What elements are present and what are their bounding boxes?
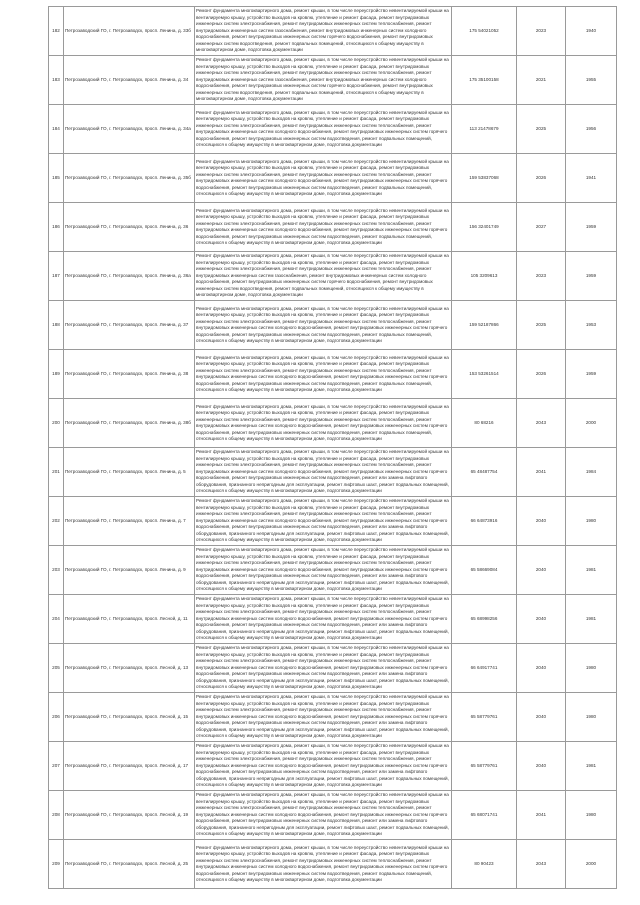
build-year-cell: 1984 bbox=[566, 448, 617, 497]
row-number-cell: 184 bbox=[49, 105, 64, 154]
works-description-cell: Ремонт фундамента многоквартирного дома, ремонт крыши, в том числе переустройство невентилируемой крыши на вентилируемую крышу, устройство выходов на кровлю, утепление и ремонт фасада, ремонт внутридомовых инженерных систем электроснабжения, ремонт внутридомовых инженерных систем теплоснабжения, ремонт внутридомовых инженерных систем холодного водоснабжения, ремонт внутридомовых инженерных систем горячего водоснабжения, ремонт внутридомовых инженерных систем водоотведения, ремонт подвальных помещений, относящихся к общему имуществу в многоквартирном доме, подготовка документации bbox=[195, 301, 452, 350]
build-year-cell: 1959 bbox=[566, 350, 617, 399]
cost-cell: 66 64917741 bbox=[452, 644, 517, 693]
row-number-cell: 182 bbox=[49, 7, 64, 56]
planned-year-cell: 2041 bbox=[517, 791, 566, 840]
works-description-cell: Ремонт фундамента многоквартирного дома, ремонт крыши, в том числе переустройство невентилируемой крыши на вентилируемую крышу, устройство выходов на кровлю, утепление и ремонт фасада, ремонт внутридомовых инженерных систем электроснабжения, ремонт внутридомовых инженерных систем теплоснабжения, ремонт внутридомовых инженерных систем холодного водоснабжения, ремонт внутридомовых инженерных систем горячего водоснабжения, ремонт внутридомовых инженерных систем водоотведения, ремонт или замена лифтового оборудования, признанного непригодным для эксплуатации, ремонт лифтовых шахт, ремонт подвальных помещений, относящихся к общему имуществу в многоквартирном доме, подготовка документации bbox=[195, 497, 452, 546]
address-cell: Петрозаводский ГО, г. Петрозаводск, просп. Ленина, д. 9 bbox=[64, 546, 195, 595]
table-row bbox=[49, 56, 617, 105]
repair-program-table bbox=[48, 6, 617, 889]
planned-year-cell: 2043 bbox=[517, 399, 566, 448]
cost-cell: 65 68071741 bbox=[452, 791, 517, 840]
planned-year-cell: 2040 bbox=[517, 595, 566, 644]
works-description-cell: Ремонт фундамента многоквартирного дома, ремонт крыши, в том числе переустройство невентилируемой крыши на вентилируемую крышу, устройство выходов на кровлю, утепление и ремонт фасада, ремонт внутридомовых инженерных систем электроснабжения, ремонт внутридомовых инженерных систем теплоснабжения, ремонт внутридомовых инженерных систем газоснабжения, ремонт внутридомовых инженерных систем холодного водоснабжения, ремонт внутридомовых инженерных систем горячего водоснабжения, ремонт внутридомовых инженерных систем водоотведения, ремонт подвальных помещений, относящихся к общему имуществу в многоквартирном доме, подготовка документации bbox=[195, 7, 452, 56]
row-number-cell: 186 bbox=[49, 203, 64, 252]
cost-cell: 156 32401749 bbox=[452, 203, 517, 252]
row-number-cell: 204 bbox=[49, 595, 64, 644]
address-cell: Петрозаводский ГО, г. Петрозаводск, просп. Лесной, д. 19 bbox=[64, 791, 195, 840]
table-row bbox=[49, 203, 617, 252]
planned-year-cell: 2026 bbox=[517, 350, 566, 399]
cost-cell: 175 54021052 bbox=[452, 7, 517, 56]
table-row bbox=[49, 840, 617, 889]
cost-cell: 159 53837068 bbox=[452, 154, 517, 203]
row-number-cell: 206 bbox=[49, 693, 64, 742]
address-cell: Петрозаводский ГО, г. Петрозаводск, просп. Ленина, д. 7 bbox=[64, 497, 195, 546]
planned-year-cell: 2027 bbox=[517, 203, 566, 252]
row-number-cell: 187 bbox=[49, 252, 64, 301]
build-year-cell: 1956 bbox=[566, 105, 617, 154]
table-row bbox=[49, 301, 617, 350]
planned-year-cell: 2040 bbox=[517, 546, 566, 595]
address-cell: Петрозаводский ГО, г. Петрозаводск, просп. Лесной, д. 15 bbox=[64, 693, 195, 742]
planned-year-cell: 2023 bbox=[517, 7, 566, 56]
cost-cell: 66 64873916 bbox=[452, 497, 517, 546]
planned-year-cell: 2043 bbox=[517, 840, 566, 889]
table-row bbox=[49, 105, 617, 154]
table-body bbox=[49, 7, 617, 889]
table-row bbox=[49, 546, 617, 595]
works-description-cell: Ремонт фундамента многоквартирного дома, ремонт крыши, в том числе переустройство невентилируемой крыши на вентилируемую крышу, устройство выходов на кровлю, утепление и ремонт фасада, ремонт внутридомовых инженерных систем электроснабжения, ремонт внутридомовых инженерных систем теплоснабжения, ремонт внутридомовых инженерных систем холодного водоснабжения, ремонт внутридомовых инженерных систем горячего водоснабжения, ремонт внутридомовых инженерных систем водоотведения, ремонт подвальных помещений, относящихся к общему имуществу в многоквартирном доме, подготовка документации bbox=[195, 840, 452, 889]
address-cell: Петрозаводский ГО, г. Петрозаводск, просп. Ленина, д. 33б bbox=[64, 7, 195, 56]
cost-cell: 113 21478679 bbox=[452, 105, 517, 154]
cost-cell: 65 48487754 bbox=[452, 448, 517, 497]
row-number-cell: 188 bbox=[49, 301, 64, 350]
row-number-cell: 189 bbox=[49, 350, 64, 399]
works-description-cell: Ремонт фундамента многоквартирного дома, ремонт крыши, в том числе переустройство невентилируемой крыши на вентилируемую крышу, устройство выходов на кровлю, утепление и ремонт фасада, ремонт внутридомовых инженерных систем электроснабжения, ремонт внутридомовых инженерных систем теплоснабжения, ремонт внутридомовых инженерных систем холодного водоснабжения, ремонт внутридомовых инженерных систем горячего водоснабжения, ремонт внутридомовых инженерных систем водоотведения, ремонт подвальных помещений, относящихся к общему имуществу в многоквартирном доме, подготовка документации bbox=[195, 350, 452, 399]
address-cell: Петрозаводский ГО, г. Петрозаводск, просп. Ленина, д. 37 bbox=[64, 301, 195, 350]
address-cell: Петрозаводский ГО, г. Петрозаводск, просп. Ленина, д. 5 bbox=[64, 448, 195, 497]
cost-cell: 105 3209613 bbox=[452, 252, 517, 301]
cost-cell: 65 68998256 bbox=[452, 595, 517, 644]
build-year-cell: 2000 bbox=[566, 840, 617, 889]
cost-cell: 65 58779761 bbox=[452, 742, 517, 791]
cost-cell: 159 52187866 bbox=[452, 301, 517, 350]
planned-year-cell: 2021 bbox=[517, 56, 566, 105]
planned-year-cell: 2041 bbox=[517, 448, 566, 497]
table-row bbox=[49, 7, 617, 56]
address-cell: Петрозаводский ГО, г. Петрозаводск, просп. Ленина, д. 34 bbox=[64, 56, 195, 105]
address-cell: Петрозаводский ГО, г. Петрозаводск, просп. Ленина, д. 34а bbox=[64, 105, 195, 154]
works-description-cell: Ремонт фундамента многоквартирного дома, ремонт крыши, в том числе переустройство невентилируемой крыши на вентилируемую крышу, устройство выходов на кровлю, утепление и ремонт фасада, ремонт внутридомовых инженерных систем электроснабжения, ремонт внутридомовых инженерных систем теплоснабжения, ремонт внутридомовых инженерных систем холодного водоснабжения, ремонт внутридомовых инженерных систем горячего водоснабжения, ремонт внутридомовых инженерных систем водоотведения, ремонт подвальных помещений, относящихся к общему имуществу в многоквартирном доме, подготовка документации bbox=[195, 154, 452, 203]
build-year-cell: 1980 bbox=[566, 497, 617, 546]
planned-year-cell: 2040 bbox=[517, 497, 566, 546]
cost-cell: 65 58779761 bbox=[452, 693, 517, 742]
row-number-cell: 209 bbox=[49, 840, 64, 889]
table-row bbox=[49, 350, 617, 399]
cost-cell: 153 53261514 bbox=[452, 350, 517, 399]
address-cell: Петрозаводский ГО, г. Петрозаводск, просп. Ленина, д. 38 bbox=[64, 350, 195, 399]
works-description-cell: Ремонт фундамента многоквартирного дома, ремонт крыши, в том числе переустройство невентилируемой крыши на вентилируемую крышу, устройство выходов на кровлю, утепление и ремонт фасада, ремонт внутридомовых инженерных систем электроснабжения, ремонт внутридомовых инженерных систем теплоснабжения, ремонт внутридомовых инженерных систем холодного водоснабжения, ремонт внутридомовых инженерных систем горячего водоснабжения, ремонт внутридомовых инженерных систем водоотведения, ремонт или замена лифтового оборудования, признанного непригодным для эксплуатации, ремонт лифтовых шахт, ремонт подвальных помещений, относящихся к общему имуществу в многоквартирном доме, подготовка документации bbox=[195, 742, 452, 791]
build-year-cell: 1980 bbox=[566, 644, 617, 693]
build-year-cell: 1981 bbox=[566, 546, 617, 595]
table-row bbox=[49, 252, 617, 301]
planned-year-cell: 2040 bbox=[517, 742, 566, 791]
build-year-cell: 1953 bbox=[566, 301, 617, 350]
build-year-cell: 1980 bbox=[566, 693, 617, 742]
table-row bbox=[49, 497, 617, 546]
planned-year-cell: 2025 bbox=[517, 301, 566, 350]
works-description-cell: Ремонт фундамента многоквартирного дома, ремонт крыши, в том числе переустройство невентилируемой крыши на вентилируемую крышу, устройство выходов на кровлю, утепление и ремонт фасада, ремонт внутридомовых инженерных систем электроснабжения, ремонт внутридомовых инженерных систем теплоснабжения, ремонт внутридомовых инженерных систем газоснабжения, ремонт внутридомовых инженерных систем холодного водоснабжения, ремонт внутридомовых инженерных систем горячего водоснабжения, ремонт внутридомовых инженерных систем водоотведения, ремонт подвальных помещений, относящихся к общему имуществу в многоквартирном доме, подготовка документации bbox=[195, 252, 452, 301]
build-year-cell: 1981 bbox=[566, 595, 617, 644]
row-number-cell: 201 bbox=[49, 448, 64, 497]
address-cell: Петрозаводский ГО, г. Петрозаводск, просп. Лесной, д. 25 bbox=[64, 840, 195, 889]
table-row bbox=[49, 595, 617, 644]
build-year-cell: 1941 bbox=[566, 154, 617, 203]
works-description-cell: Ремонт фундамента многоквартирного дома, ремонт крыши, в том числе переустройство невентилируемой крыши на вентилируемую крышу, устройство выходов на кровлю, утепление и ремонт фасада, ремонт внутридомовых инженерных систем электроснабжения, ремонт внутридомовых инженерных систем теплоснабжения, ремонт внутридомовых инженерных систем холодного водоснабжения, ремонт внутридомовых инженерных систем горячего водоснабжения, ремонт внутридомовых инженерных систем водоотведения, ремонт или замена лифтового оборудования, признанного непригодным для эксплуатации, ремонт лифтовых шахт, ремонт подвальных помещений, относящихся к общему имуществу в многоквартирном доме, подготовка документации bbox=[195, 595, 452, 644]
works-description-cell: Ремонт фундамента многоквартирного дома, ремонт крыши, в том числе переустройство невентилируемой крыши на вентилируемую крышу, устройство выходов на кровлю, утепление и ремонт фасада, ремонт внутридомовых инженерных систем электроснабжения, ремонт внутридомовых инженерных систем теплоснабжения, ремонт внутридомовых инженерных систем холодного водоснабжения, ремонт внутридомовых инженерных систем горячего водоснабжения, ремонт внутридомовых инженерных систем водоотведения, ремонт подвальных помещений, относящихся к общему имуществу в многоквартирном доме, подготовка документации bbox=[195, 203, 452, 252]
build-year-cell: 1959 bbox=[566, 203, 617, 252]
cost-cell: 80 90423 bbox=[452, 840, 517, 889]
planned-year-cell: 2023 bbox=[517, 252, 566, 301]
row-number-cell: 207 bbox=[49, 742, 64, 791]
planned-year-cell: 2040 bbox=[517, 693, 566, 742]
works-description-cell: Ремонт фундамента многоквартирного дома, ремонт крыши, в том числе переустройство невентилируемой крыши на вентилируемую крышу, устройство выходов на кровлю, утепление и ремонт фасада, ремонт внутридомовых инженерных систем электроснабжения, ремонт внутридомовых инженерных систем теплоснабжения, ремонт внутридомовых инженерных систем холодного водоснабжения, ремонт внутридомовых инженерных систем горячего водоснабжения, ремонт внутридомовых инженерных систем водоотведения, ремонт или замена лифтового оборудования, признанного непригодным для эксплуатации, ремонт лифтовых шахт, ремонт подвальных помещений, относящихся к общему имуществу в многоквартирном доме, подготовка документации bbox=[195, 644, 452, 693]
works-description-cell: Ремонт фундамента многоквартирного дома, ремонт крыши, в том числе переустройство невентилируемой крыши на вентилируемую крышу, устройство выходов на кровлю, утепление и ремонт фасада, ремонт внутридомовых инженерных систем электроснабжения, ремонт внутридомовых инженерных систем теплоснабжения, ремонт внутридомовых инженерных систем газоснабжения, ремонт внутридомовых инженерных систем холодного водоснабжения, ремонт внутридомовых инженерных систем горячего водоснабжения, ремонт внутридомовых инженерных систем водоотведения, ремонт подвальных помещений, относящихся к общему имуществу в многоквартирном доме, подготовка документации bbox=[195, 56, 452, 105]
address-cell: Петрозаводский ГО, г. Петрозаводск, просп. Лесной, д. 13 bbox=[64, 644, 195, 693]
row-number-cell: 183 bbox=[49, 56, 64, 105]
works-description-cell: Ремонт фундамента многоквартирного дома, ремонт крыши, в том числе переустройство невентилируемой крыши на вентилируемую крышу, устройство выходов на кровлю, утепление и ремонт фасада, ремонт внутридомовых инженерных систем электроснабжения, ремонт внутридомовых инженерных систем теплоснабжения, ремонт внутридомовых инженерных систем холодного водоснабжения, ремонт внутридомовых инженерных систем горячего водоснабжения, ремонт внутридомовых инженерных систем водоотведения, ремонт или замена лифтового оборудования, признанного непригодным для эксплуатации, ремонт лифтовых шахт, ремонт подвальных помещений, относящихся к общему имуществу в многоквартирном доме, подготовка документации bbox=[195, 448, 452, 497]
address-cell: Петрозаводский ГО, г. Петрозаводск, просп. Ленина, д. 36а bbox=[64, 252, 195, 301]
table-row bbox=[49, 154, 617, 203]
address-cell: Петрозаводский ГО, г. Петрозаводск, просп. Лесной, д. 11 bbox=[64, 595, 195, 644]
row-number-cell: 205 bbox=[49, 644, 64, 693]
address-cell: Петрозаводский ГО, г. Петрозаводск, просп. Лесной, д. 17 bbox=[64, 742, 195, 791]
cost-cell: 65 58669084 bbox=[452, 546, 517, 595]
planned-year-cell: 2040 bbox=[517, 644, 566, 693]
address-cell: Петрозаводский ГО, г. Петрозаводск, просп. Ленина, д. 38б bbox=[64, 399, 195, 448]
planned-year-cell: 2026 bbox=[517, 154, 566, 203]
row-number-cell: 202 bbox=[49, 497, 64, 546]
build-year-cell: 1980 bbox=[566, 791, 617, 840]
build-year-cell: 1955 bbox=[566, 56, 617, 105]
table-row bbox=[49, 742, 617, 791]
table-row bbox=[49, 791, 617, 840]
row-number-cell: 208 bbox=[49, 791, 64, 840]
row-number-cell: 203 bbox=[49, 546, 64, 595]
table-row bbox=[49, 399, 617, 448]
works-description-cell: Ремонт фундамента многоквартирного дома, ремонт крыши, в том числе переустройство невентилируемой крыши на вентилируемую крышу, устройство выходов на кровлю, утепление и ремонт фасада, ремонт внутридомовых инженерных систем электроснабжения, ремонт внутридомовых инженерных систем теплоснабжения, ремонт внутридомовых инженерных систем холодного водоснабжения, ремонт внутридомовых инженерных систем горячего водоснабжения, ремонт внутридомовых инженерных систем водоотведения, ремонт или замена лифтового оборудования, признанного непригодным для эксплуатации, ремонт лифтовых шахт, ремонт подвальных помещений, относящихся к общему имуществу в многоквартирном доме, подготовка документации bbox=[195, 546, 452, 595]
row-number-cell: 200 bbox=[49, 399, 64, 448]
table-row bbox=[49, 693, 617, 742]
cost-cell: 80 68216 bbox=[452, 399, 517, 448]
table-row bbox=[49, 448, 617, 497]
works-description-cell: Ремонт фундамента многоквартирного дома, ремонт крыши, в том числе переустройство невентилируемой крыши на вентилируемую крышу, устройство выходов на кровлю, утепление и ремонт фасада, ремонт внутридомовых инженерных систем электроснабжения, ремонт внутридомовых инженерных систем теплоснабжения, ремонт внутридомовых инженерных систем холодного водоснабжения, ремонт внутридомовых инженерных систем горячего водоснабжения, ремонт внутридомовых инженерных систем водоотведения, ремонт подвальных помещений, относящихся к общему имуществу в многоквартирном доме, подготовка документации bbox=[195, 105, 452, 154]
cost-cell: 175 35100158 bbox=[452, 56, 517, 105]
build-year-cell: 2000 bbox=[566, 399, 617, 448]
table-row bbox=[49, 644, 617, 693]
build-year-cell: 1981 bbox=[566, 742, 617, 791]
address-cell: Петрозаводский ГО, г. Петрозаводск, просп. Ленина, д. 35б bbox=[64, 154, 195, 203]
works-description-cell: Ремонт фундамента многоквартирного дома, ремонт крыши, в том числе переустройство невентилируемой крыши на вентилируемую крышу, устройство выходов на кровлю, утепление и ремонт фасада, ремонт внутридомовых инженерных систем электроснабжения, ремонт внутридомовых инженерных систем теплоснабжения, ремонт внутридомовых инженерных систем холодного водоснабжения, ремонт внутридомовых инженерных систем горячего водоснабжения, ремонт внутридомовых инженерных систем водоотведения, ремонт или замена лифтового оборудования, признанного непригодным для эксплуатации, ремонт лифтовых шахт, ремонт подвальных помещений, относящихся к общему имуществу в многоквартирном доме, подготовка документации bbox=[195, 693, 452, 742]
row-number-cell: 185 bbox=[49, 154, 64, 203]
address-cell: Петрозаводский ГО, г. Петрозаводск, просп. Ленина, д. 36 bbox=[64, 203, 195, 252]
planned-year-cell: 2025 bbox=[517, 105, 566, 154]
works-description-cell: Ремонт фундамента многоквартирного дома, ремонт крыши, в том числе переустройство невентилируемой крыши на вентилируемую крышу, устройство выходов на кровлю, утепление и ремонт фасада, ремонт внутридомовых инженерных систем электроснабжения, ремонт внутридомовых инженерных систем теплоснабжения, ремонт внутридомовых инженерных систем холодного водоснабжения, ремонт внутридомовых инженерных систем горячего водоснабжения, ремонт внутридомовых инженерных систем водоотведения, ремонт или замена лифтового оборудования, признанного непригодным для эксплуатации, ремонт лифтовых шахт, ремонт подвальных помещений, относящихся к общему имуществу в многоквартирном доме, подготовка документации bbox=[195, 791, 452, 840]
build-year-cell: 1940 bbox=[566, 7, 617, 56]
build-year-cell: 1959 bbox=[566, 252, 617, 301]
works-description-cell: Ремонт фундамента многоквартирного дома, ремонт крыши, в том числе переустройство невентилируемой крыши на вентилируемую крышу, устройство выходов на кровлю, утепление и ремонт фасада, ремонт внутридомовых инженерных систем электроснабжения, ремонт внутридомовых инженерных систем теплоснабжения, ремонт внутридомовых инженерных систем холодного водоснабжения, ремонт внутридомовых инженерных систем горячего водоснабжения, ремонт внутридомовых инженерных систем водоотведения, ремонт подвальных помещений, относящихся к общему имуществу в многоквартирном доме, подготовка документации bbox=[195, 399, 452, 448]
